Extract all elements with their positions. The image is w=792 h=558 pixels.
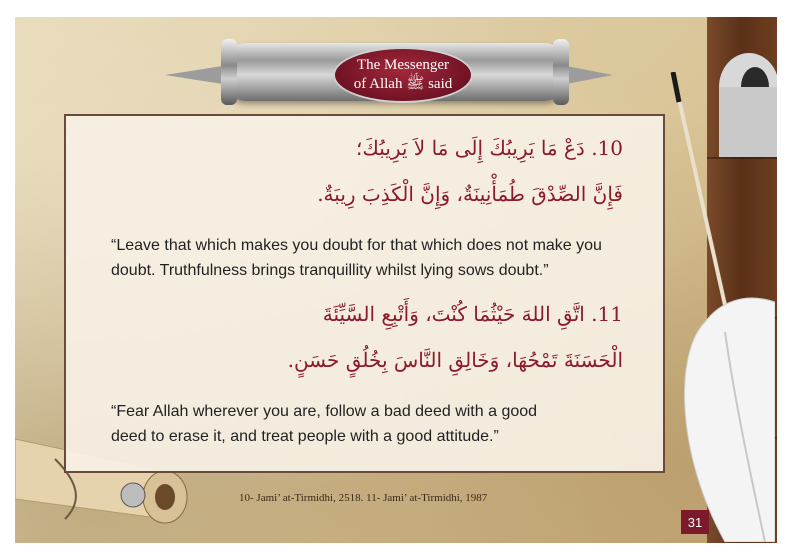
hadith-10-english-line-2: doubt. Truthfulness brings tranquillity whilst lying sows doubt.” [111, 262, 549, 279]
scroll-ring-right [553, 39, 569, 105]
book-page [15, 17, 777, 543]
hadith-content-box [64, 114, 665, 473]
hadith-10-arabic-line-1: 10. دَعْ مَا يَرِيبُكَ إِلَى مَا لاَ يَرِيبُكَ؛ [356, 136, 623, 160]
references-footnote: 10- Jami’ at-Tirmidhi, 2518. 11- Jami’ at-Tirmidhi, 1987 [239, 492, 488, 504]
title-line-2: of Allah ﷺ said [353, 76, 453, 92]
scroll-tip-left [165, 65, 229, 85]
hadith-10-arabic-line-2: فَإِنَّ الصِّدْقَ طُمَأْنِينَةٌ، وَإِنَّ الْكَذِبَ رِيبَةٌ. [317, 182, 623, 206]
scroll-ring-left [221, 39, 237, 105]
hadith-11-english-line-1: “Fear Allah wherever you are, follow a bad deed with a good [111, 403, 538, 420]
hadith-11-arabic-line-2: الْحَسَنَةَ تَمْحُهَا، وَخَالِقِ النَّاسَ بِخُلُقٍ حَسَنٍ. [287, 348, 623, 372]
hadith-11-arabic-line-1: 11. اتَّقِ اللهَ حَيْثُمَا كُنْتَ، وَأَتْبِعِ السَّيِّئَةَ [322, 302, 623, 326]
title-line-1: The Messenger [356, 57, 450, 73]
quill-feather-icon [665, 72, 775, 542]
title-plate [333, 47, 473, 103]
hadith-10-english-line-1: “Leave that which makes you doubt for that which does not make you [111, 237, 602, 254]
page-number-badge: 31 [681, 510, 709, 534]
hadith-11-english-line-2: deed to erase it, and treat people with a good attitude.” [111, 428, 499, 445]
